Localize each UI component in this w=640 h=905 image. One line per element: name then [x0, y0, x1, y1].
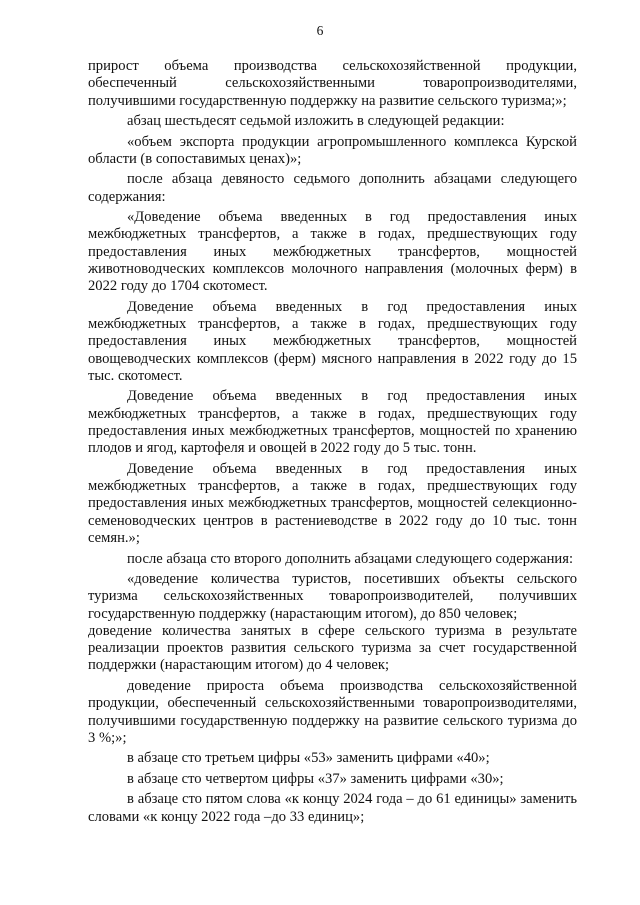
paragraph-5: «Доведение объема введенных в год предоставления иных межбюджетных трансфертов, а также в годах, предшествующих году предоставления иных межбюджетных трансфертов, мощностей животноводческих комплексов молочного направления (молочных ферм) в 2022 году до 1704 скотомест.: [88, 209, 577, 295]
paragraph-12: доведение прироста объема производства сельскохозяйственной продукции, обеспеченный сельскохозяйственными товаропроизводителями, получившими государственную поддержку на развитие сельского туризма до 3 %;»;: [88, 677, 577, 746]
paragraph-8: Доведение объема введенных в год предоставления иных межбюджетных трансфертов, а также в годах, предшествующих году предоставления иных межбюджетных трансфертов, мощностей селекционно-семеноводческих центров в растениеводстве в 2022 году до 10 тыс. тонн семян.»;: [88, 460, 577, 547]
paragraph-10: «доведение количества туристов, посетивших объекты сельского туризма сельскохозяйственных товаропроизводителей, получивших государственную поддержку (нарастающим итогом), до 850 человек;: [88, 571, 577, 622]
paragraph-2: абзац шестьдесят седьмой изложить в следующей редакции:: [127, 113, 505, 130]
paragraph-4: после абзаца девяносто седьмого дополнить абзацами следующего содержания:: [88, 171, 577, 205]
paragraph-11: доведение количества занятых в сфере сельского туризма в результате реализации проектов развития сельского туризма за счет государственной поддержки (нарастающим итогом) до 4 человек;: [88, 622, 577, 674]
paragraph-3: «объем экспорта продукции агропромышленного комплекса Курской области (в сопоставимых ценах)»;: [88, 133, 577, 167]
paragraph-13: в абзаце сто третьем цифры «53» заменить цифрами «40»;: [127, 750, 490, 767]
paragraph-7: Доведение объема введенных в год предоставления иных межбюджетных трансфертов, а также в годах, предшествующих году предоставления иных межбюджетных трансфертов, мощностей по хранению плодов и ягод, картофеля и овощей в 2022 году до 5 тыс. тонн.: [88, 388, 577, 457]
document-body: [88, 58, 577, 829]
paragraph-9: после абзаца сто второго дополнить абзацами следующего содержания:: [127, 550, 574, 567]
page-number: 6: [316, 23, 324, 38]
paragraph-6: Доведение объема введенных в год предоставления иных межбюджетных трансфертов, а также в годах, предшествующих году предоставления иных межбюджетных трансфертов, мощностей овощеводческих комплексов (ферм) мясного направления в 2022 году до 15 тыс. скотомест.: [88, 298, 577, 384]
paragraph-15: в абзаце сто пятом слова «к концу 2024 года – до 61 единицы» заменить словами «к концу 2022 года –до 33 единиц»;: [88, 791, 577, 825]
paragraph-1: прирост объема производства сельскохозяйственной продукции, обеспеченный сельскохозяйственными товаропроизводителями, получившими государственную поддержку на развитие сельского туризма;»;: [88, 58, 577, 109]
paragraph-14: в абзаце сто четвертом цифры «37» заменить цифрами «30»;: [127, 770, 504, 787]
